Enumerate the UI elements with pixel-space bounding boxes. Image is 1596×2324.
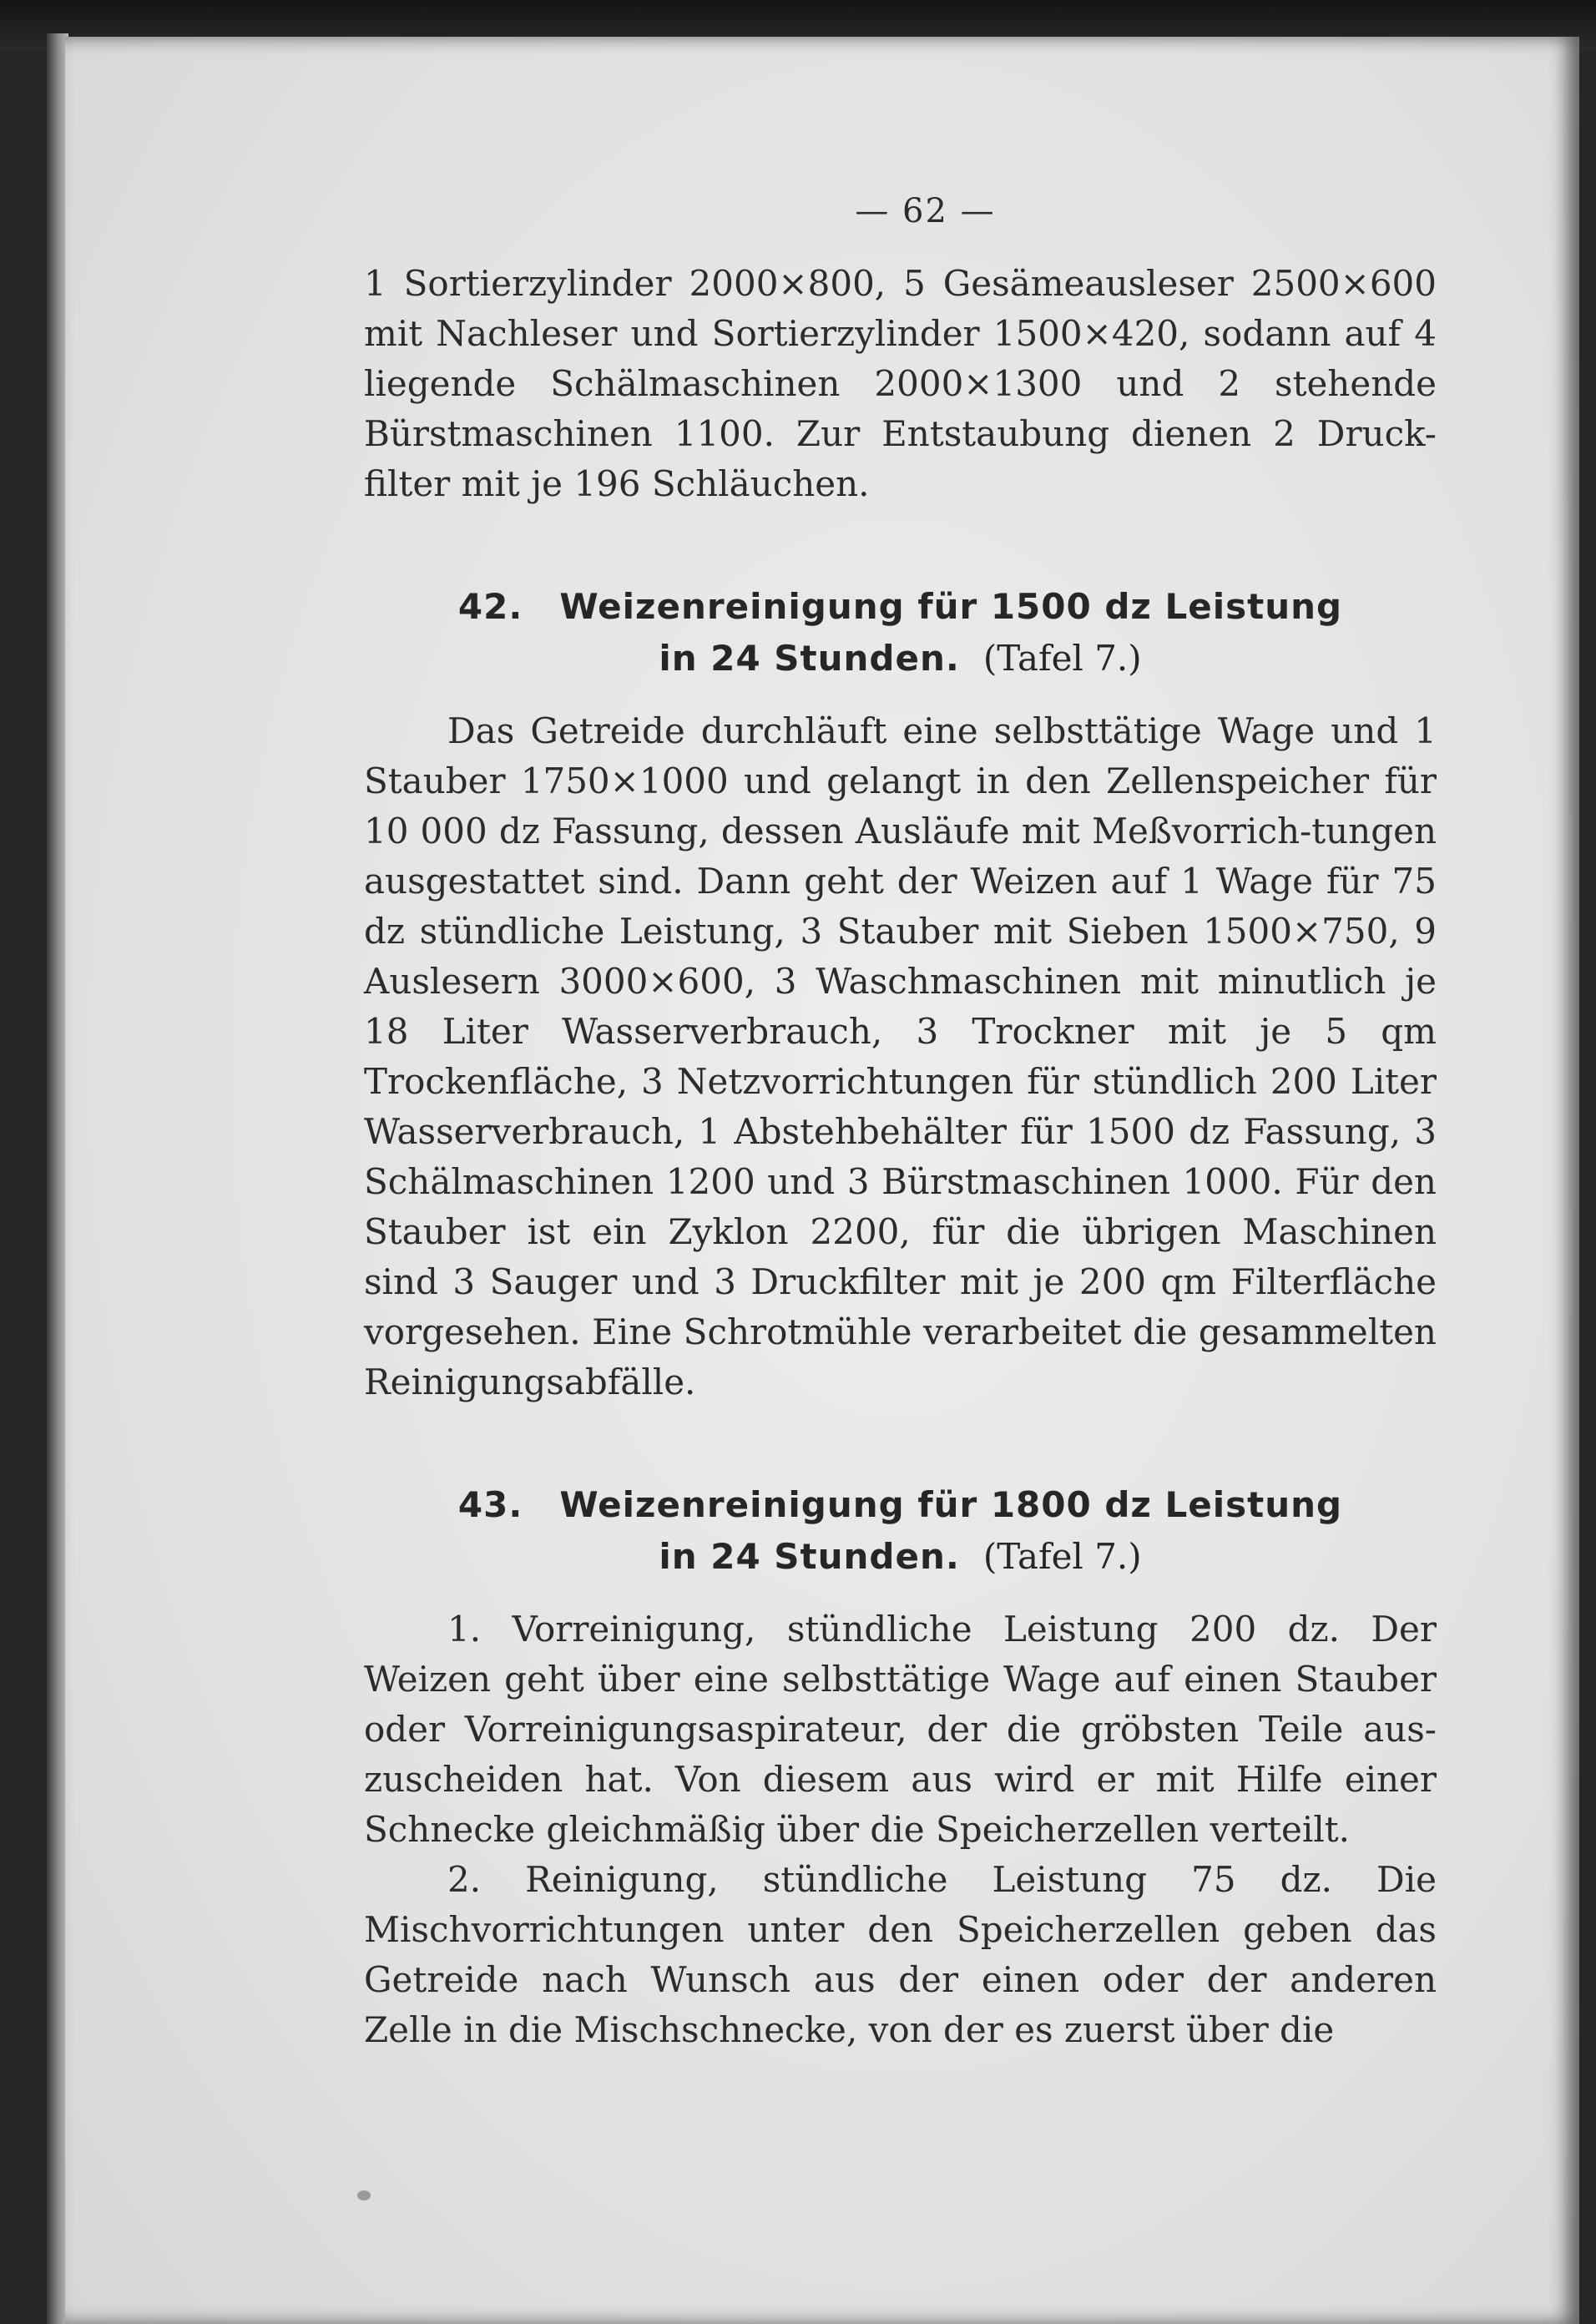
intro-paragraph: 1 Sortierzylinder 2000×800, 5 Gesämeausleser 2500×600 mit Nachleser und Sortierzylinder 1500×420, sodann auf 4 liegende Schälmaschinen 2000×1300 und 2 stehende Bürstmaschinen 1100. Zur Entstaubung dienen 2 Druck-filter mit je 196 Schläuchen.	[364, 263, 1437, 504]
section-42	[364, 581, 1437, 1407]
ink-smudge	[357, 2190, 371, 2200]
section-42-title-line2: in 24 Stunden.	[659, 638, 960, 679]
section-42-title-line1: Weizenreinigung für 1500 dz Leistung	[559, 586, 1343, 627]
section-43-title-line1: Weizenreinigung für 1800 dz Leistung	[559, 1484, 1343, 1525]
section-42-number: 42.	[457, 586, 523, 627]
page-content	[364, 192, 1437, 2055]
section-43-heading	[364, 1479, 1437, 1583]
page-number: — 62 —	[855, 192, 996, 230]
section-42-heading	[364, 581, 1437, 685]
section-43-number: 43.	[457, 1484, 523, 1525]
section-43-plate-ref: (Tafel 7.)	[982, 1536, 1142, 1577]
section-43	[364, 1479, 1437, 2055]
section-43-paragraph-1: 1. Vorreinigung, stündliche Leistung 200 dz. Der Weizen geht über eine selbsttätige Wage auf einen Stauber oder Vorreinigungsaspirateur, der die gröbsten Teile aus-zuscheiden hat. Von diesem aus wird er mit Hilfe einer Schnecke gleichmäßig über die Speicherzellen verteilt.	[364, 1609, 1437, 1850]
section-43-title-line2: in 24 Stunden.	[659, 1536, 960, 1577]
section-42-body: Das Getreide durchläuft eine selbsttätige Wage und 1 Stauber 1750×1000 und gelangt in den Zellenspeicher für 10 000 dz Fassung, dessen Ausläufe mit Meßvorrich-tungen ausgestattet sind. Dann geht der Weizen auf 1 Wage für 75 dz stündliche Leistung, 3 Stauber mit Sieben 1500×750, 9 Auslesern 3000×600, 3 Waschmaschinen mit minutlich je 18 Liter Wasserverbrauch, 3 Trockner mit je 5 qm Trockenfläche, 3 Netzvorrichtungen für stündlich 200 Liter Wasserverbrauch, 1 Abstehbehälter für 1500 dz Fassung, 3 Schälmaschinen 1200 und 3 Bürstmaschinen 1000. Für den Stauber ist ein Zyklon 2200, für die übrigen Maschinen sind 3 Sauger und 3 Druckfilter mit je 200 qm Filterfläche vorgesehen. Eine Schrotmühle verarbeitet die gesammelten Reinigungsabfälle.	[364, 710, 1437, 1402]
section-42-plate-ref: (Tafel 7.)	[982, 638, 1142, 679]
section-43-paragraph-2: 2. Reinigung, stündliche Leistung 75 dz. Die Mischvorrichtungen unter den Speicherzellen geben das Getreide nach Wunsch aus der einen oder der anderen Zelle in die Mischschnecke, von der es zuerst über die	[364, 1859, 1437, 2050]
